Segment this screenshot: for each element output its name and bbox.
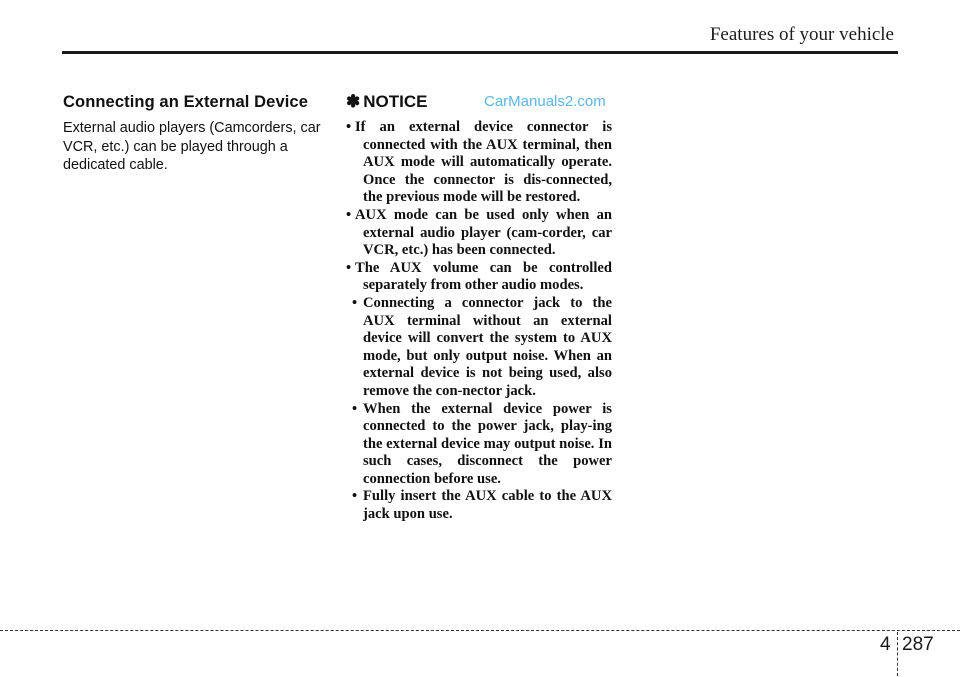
page-number: 287 xyxy=(902,634,934,655)
section-body: External audio players (Camcorders, car VCR, etc.) can be played through a dedicated cable. xyxy=(63,120,321,173)
notice-list-item xyxy=(346,207,612,260)
bullet-icon: • xyxy=(346,206,352,223)
section-heading: Connecting an External Device xyxy=(63,93,308,111)
notice-heading xyxy=(346,92,427,112)
notice-list-item xyxy=(346,295,612,401)
notice-item-text: Fully insert the AUX cable to the AUX jack upon use. xyxy=(363,488,612,523)
bullet-icon: • xyxy=(346,119,352,135)
bullet-icon: • xyxy=(346,259,352,276)
running-header-title: Features of your vehicle xyxy=(709,24,894,45)
notice-item-text: If an external device connector is connected with the AUX terminal, then AUX mode will automatically operate. Once the connector is dis-connected, the previous mode will be restored. xyxy=(355,119,612,206)
notice-item-text: When the external device power is connected to the power jack, play-ing the external device may output noise. In such cases, disconnect the power connection before use. xyxy=(363,400,612,487)
notice-list-item xyxy=(346,488,612,523)
notice-list xyxy=(346,119,612,524)
notice-item-text: The AUX volume can be controlled separately from other audio modes. xyxy=(355,259,612,294)
page-number-divider xyxy=(897,632,898,676)
watermark-link[interactable]: CarManuals2.com xyxy=(484,93,606,110)
notice-item-text: AUX mode can be used only when an external audio player (cam-corder, car VCR, etc.) has been connected. xyxy=(355,206,612,259)
bullet-icon: • xyxy=(351,294,358,311)
notice-list-item xyxy=(346,119,612,207)
bullet-icon: • xyxy=(351,488,358,505)
notice-list-item xyxy=(346,401,612,489)
header-rule xyxy=(62,51,898,54)
notice-heading-label: NOTICE xyxy=(363,92,428,111)
notice-item-text: Connecting a connector jack to the AUX terminal without an external device will convert the system to AUX mode, but only output noise. When an external device is not being used, also remove the con-nector jack. xyxy=(363,294,612,399)
notice-star-icon: ✽ xyxy=(346,92,361,111)
footer-rule xyxy=(0,630,960,631)
bullet-icon: • xyxy=(351,400,358,417)
page-chapter-number: 4 xyxy=(880,634,891,655)
notice-list-item xyxy=(346,260,612,295)
